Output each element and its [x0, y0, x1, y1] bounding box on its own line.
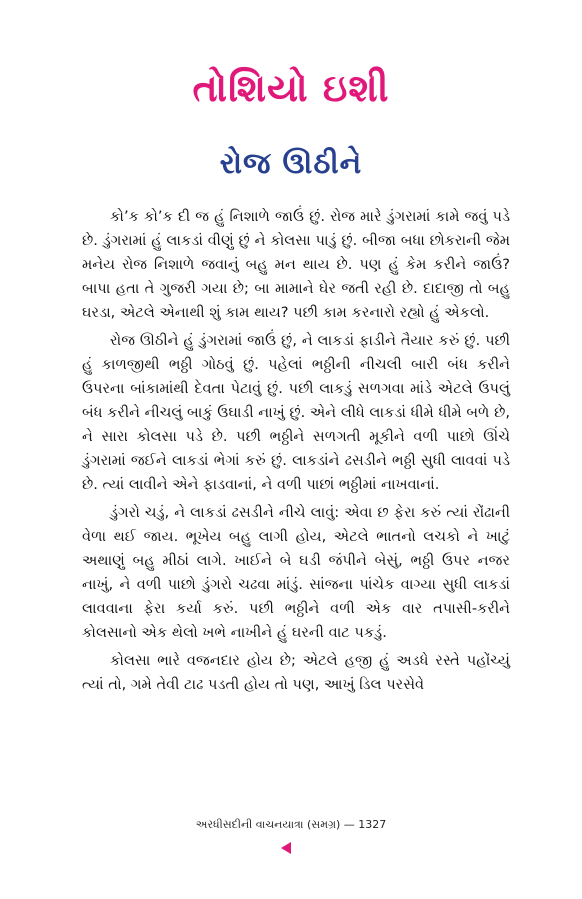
paragraph-3: ડુંગરો ચડું, ને લાકડાં ઢસડીને નીચે લાવું: એવા છ ફેરા કરું ત્યાં રોંઢાની વેળા થઈ જાય. ભૂખેય બહુ લાગી હોય, એટલે ભાતનો લચકો ને ખાટું અથાણું બહુ મીઠાં લાગે. ખાઈને બે ઘડી જંપીને બેસું, ભઠ્ઠી ઉપર નજર નાખું, ને વળી પાછો ડુંગરો ચઢવા માંડું. સાંજના પાંચેક વાગ્યા સુધી લાકડાં લાવવાના ફેરા કર્યા કરું. પછી ભઠ્ઠીને વળી એક વાર તપાસી-કરીને કોલસાનો એક થેલો ખભે નાખીને હું ઘરની વાટ પકડું.	[82, 504, 510, 641]
paragraph-1: કો’ક કો’ક દી જ હું નિશાળે જાઉં છું. રોજ મારે ડુંગરામાં કામે જવું પડે છે. ડુંગરામાં હું લાકડાં વીણું છું ને કોલસા પાડું છું. બીજા બધા છોકરાની જેમ મનેય રોજ નિશાળે જવાનું બહુ મન થાય છે. પણ હું કેમ કરીને જાઉં? બાપા હતા તે ગુજરી ગયા છે; બા મામાને ઘેર જતી રહી છે. દાદાજી તો બહુ ઘરડા, એટલે એનાથી શું કામ થાય? પછી કામ કરનારો રહ્યો હું એકલો.	[82, 208, 510, 321]
paragraph-2: રોજ ઊઠીને હું ડુંગરામાં જાઉં છું, ને લાકડાં ફાડીને તૈયાર કરું છું. પછી હું કાળજીથી ભઠ્ઠી ગોઠવું છું. પહેલાં ભઠ્ઠીની નીચલી બારી બંધ કરીને ઉપરના બાંકામાંથી દેવતા પેટાવું છું. પછી લાકડું સળગવા માંડે એટલે ઉપલું બંધ કરીને નીચલું બાકું ઉઘાડી નાખું છું. એને લીધે લાકડાં ધીમે ધીમે બળે છે, ને સારા કોલસા પડે છે. પછી ભઠ્ઠીને સળગતી મૂકીને વળી પાછો ઊંચે ડુંગરામાં જઈને લાકડાં ભેગાં કરું છું. લાકડાંને ઢસડીને ભઠ્ઠી સુધી લાવવાં પડે છે. ત્યાં લાવીને એને ફાડવાનાં, ને વળી પાછાં ભઠ્ઠીમાં નાખવાનાં.	[82, 332, 510, 493]
body-text	[82, 205, 510, 701]
page-footer: અરધીસદીની વાચનયાત્રા (સમગ્ર) — 1327	[195, 818, 387, 831]
author-title: તોશિયો ઇશી	[192, 66, 390, 110]
chapter-title: રોજ ઊઠીને	[219, 146, 363, 180]
previous-page-arrow-icon[interactable]	[281, 842, 291, 854]
paragraph-4: કોલસા ભારે વજનદાર હોય છે; એટલે હજી હું અડધે રસ્તે પહોંચ્યું ત્યાં તો, ગમે તેવી ટાઢ પડતી હોય તો પણ, આખું ડિલ પરસેવે	[82, 652, 510, 693]
